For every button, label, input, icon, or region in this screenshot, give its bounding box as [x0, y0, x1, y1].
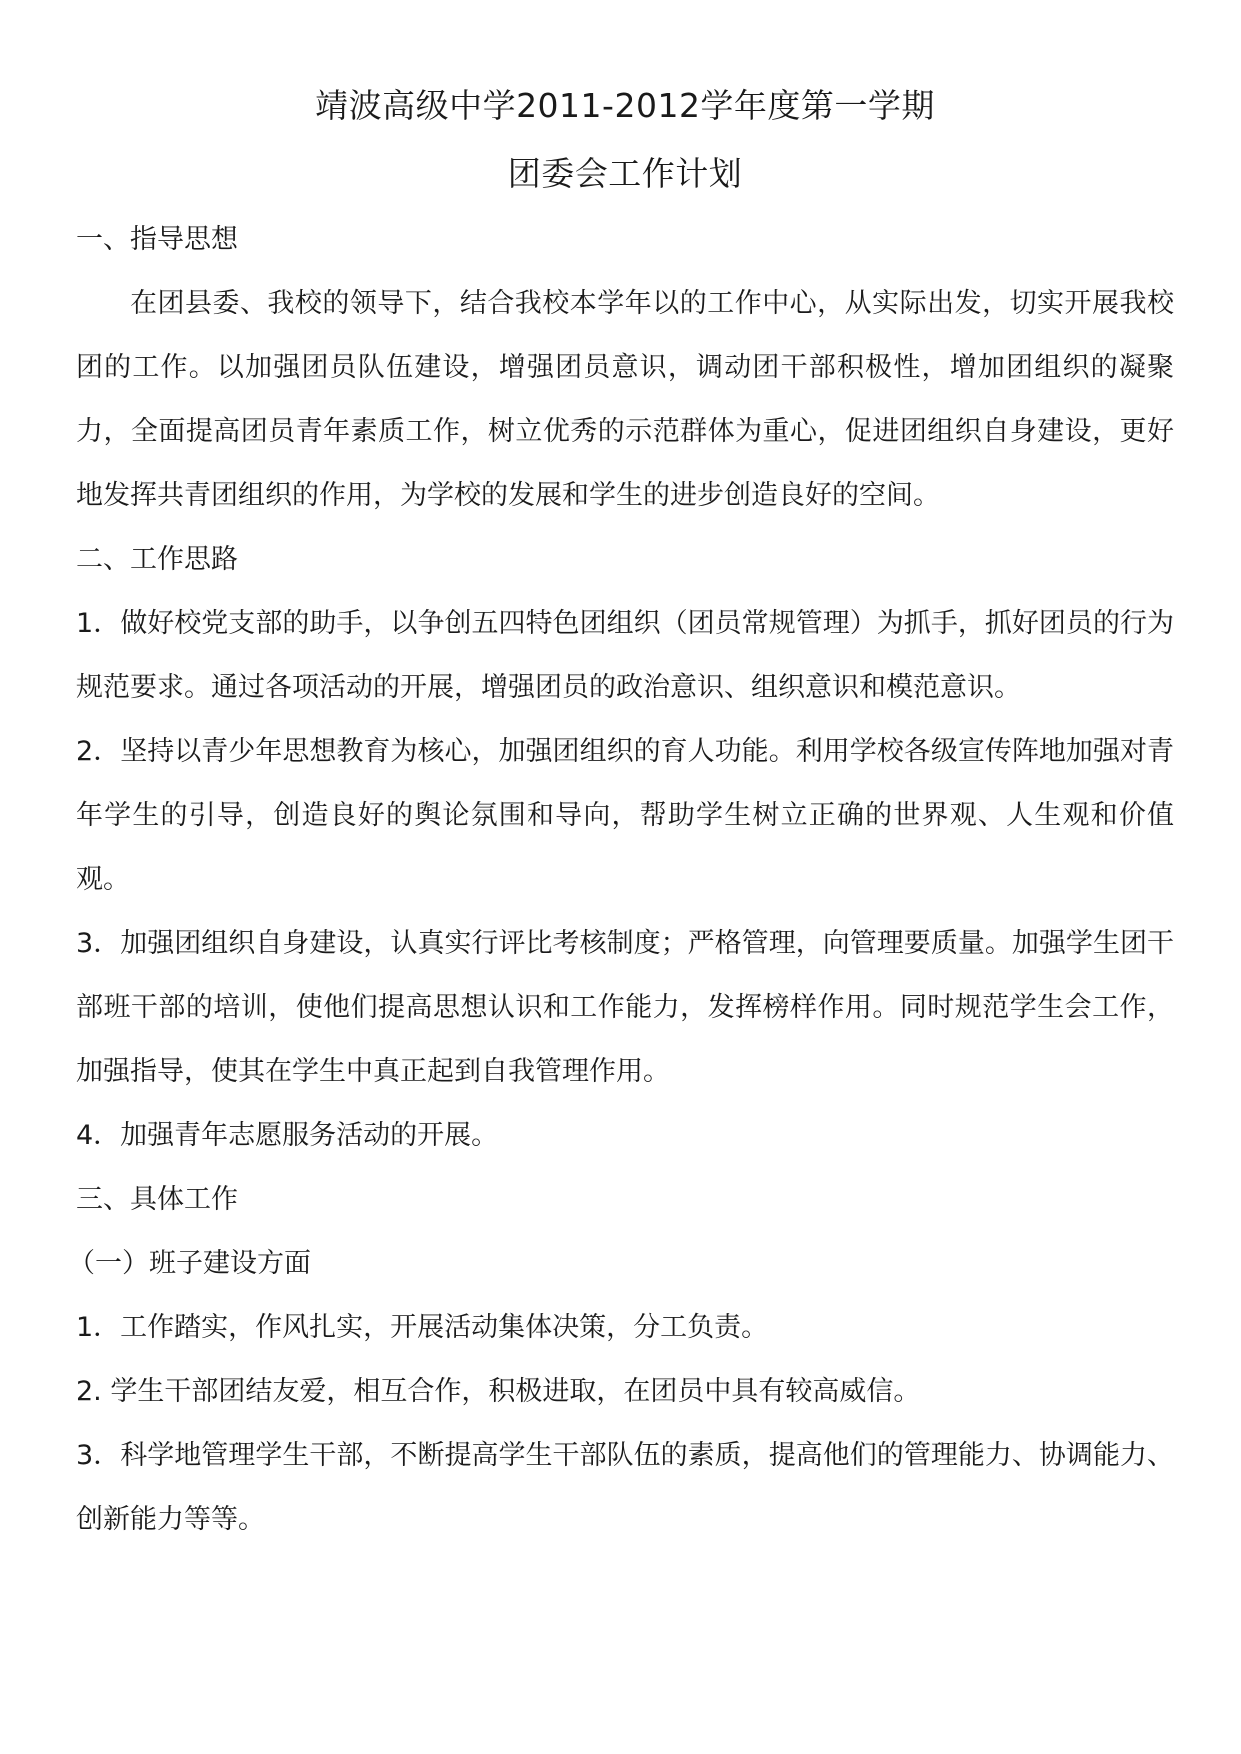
document-title-line-1: 靖波高级中学2011-2012学年度第一学期 [315, 86, 935, 125]
work-approach-item-3: 3．加强团组织自身建设，认真实行评比考核制度；严格管理，向管理要质量。加强学生团干部班干部的培训，使他们提高思想认识和工作能力，发挥榜样作用。同时规范学生会工作，加强指导，使其在学生中真正起到自我管理作用。 [76, 928, 1174, 1087]
team-building-item-2: 2. 学生干部团结友爱，相互合作，积极进取，在团员中具有较高威信。 [76, 1376, 921, 1407]
guiding-thought-paragraph: 在团县委、我校的领导下，结合我校本学年以的工作中心，从实际出发，切实开展我校团的工作。以加强团员队伍建设，增强团员意识，调动团干部积极性，增加团组织的凝聚力，全面提高团员青年素质工作，树立优秀的示范群体为重心，促进团组织自身建设，更好地发挥共青团组织的作用，为学校的发展和学生的进步创造良好的空间。 [76, 288, 1174, 511]
work-approach-item-1: 1．做好校党支部的助手，以争创五四特色团组织（团员常规管理）为抓手，抓好团员的行为规范要求。通过各项活动的开展，增强团员的政治意识、组织意识和模范意识。 [76, 608, 1174, 703]
document-title-line-2: 团委会工作计划 [507, 154, 743, 193]
work-approach-item-2: 2．坚持以青少年思想教育为核心，加强团组织的育人功能。利用学校各级宣传阵地加强对青年学生的引导，创造良好的舆论氛围和导向，帮助学生树立正确的世界观、人生观和价值观。 [76, 736, 1174, 895]
document-page [68, 72, 1174, 1552]
section-heading-guiding-thought: 一、指导思想 [76, 224, 238, 255]
section-heading-work-approach: 二、工作思路 [76, 544, 238, 575]
section-heading-specific-work: 三、具体工作 [76, 1184, 238, 1215]
subheading-team-building: （一）班子建设方面 [68, 1248, 311, 1279]
team-building-item-1: 1．工作踏实，作风扎实，开展活动集体决策，分工负责。 [76, 1312, 769, 1343]
work-approach-item-4: 4．加强青年志愿服务活动的开展。 [76, 1120, 499, 1151]
team-building-item-3: 3．科学地管理学生干部，不断提高学生干部队伍的素质，提高他们的管理能力、协调能力、创新能力等等。 [76, 1440, 1174, 1535]
